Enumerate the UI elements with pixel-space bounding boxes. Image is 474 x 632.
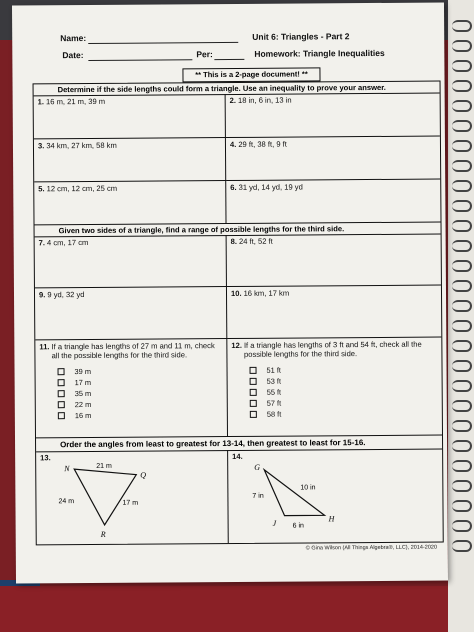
copyright-footer: © Gina Wilson (All Things Algebra®, LLC), 2014-2020 (305, 544, 438, 552)
triangle-nqr-diagram (56, 460, 167, 541)
triangle-gjh-diagram (248, 459, 359, 540)
problem-12: 12. If a triangle has lengths of 3 ft and 54 ft, check all the possible lengths for the third side. 51 ft 53 ft 55 ft 57 ft 58 ft (227, 338, 442, 437)
option-checkbox[interactable]: 53 ft (250, 375, 438, 387)
problem-5: 5. 12 cm, 12 cm, 25 cm (34, 181, 226, 225)
side-gj-label: 7 in (252, 492, 264, 500)
side-nr-label: 24 m (58, 498, 75, 506)
per-label: Per: (196, 49, 213, 60)
option-checkbox[interactable]: 55 ft (250, 386, 438, 398)
problem-7: 7. 4 cm, 17 cm (35, 235, 227, 288)
checkbox-icon (250, 400, 257, 407)
name-line (88, 42, 238, 44)
option-checkbox[interactable]: 57 ft (250, 397, 438, 409)
homework-title: Homework: Triangle Inequalities (254, 47, 385, 59)
spiral-binding (448, 0, 474, 632)
checkbox-icon (58, 379, 65, 386)
vertex-g: G (254, 462, 261, 472)
problem-8: 8. 24 ft, 52 ft (227, 234, 441, 287)
option-checkbox[interactable]: 16 m (58, 409, 223, 421)
side-jh-label: 6 in (292, 522, 304, 530)
date-line (88, 59, 192, 61)
unit-title: Unit 6: Triangles - Part 2 (252, 31, 350, 42)
problem-2: 2. 18 in, 6 in, 13 in (226, 93, 440, 138)
option-checkbox[interactable]: 35 m (58, 387, 223, 399)
problem-10: 10. 16 km, 17 km (227, 286, 441, 339)
option-checkbox[interactable]: 39 m (58, 365, 223, 377)
name-label: Name: (60, 32, 87, 44)
vertex-h: H (328, 514, 335, 524)
vertex-j: J (272, 518, 277, 528)
checkbox-icon (250, 367, 257, 374)
option-checkbox[interactable]: 17 m (58, 376, 223, 388)
worksheet-page (12, 2, 448, 583)
checkbox-icon (58, 401, 65, 408)
problem-4: 4. 29 ft, 38 ft, 9 ft (226, 137, 440, 181)
problem-9: 9. 9 yd, 32 yd (35, 287, 227, 340)
date-label: Date: (62, 50, 84, 61)
per-line (214, 59, 244, 60)
checkbox-icon (250, 411, 257, 418)
option-checkbox[interactable]: 22 m (58, 398, 223, 410)
vertex-q: Q (140, 470, 147, 480)
section2-instruction: Given two sides of a triangle, find a range of possible lengths for the third side. (35, 223, 441, 238)
option-checkbox[interactable]: 51 ft (250, 364, 438, 376)
vertex-r: R (100, 529, 106, 539)
problem-grid (33, 81, 444, 546)
section4-instruction: Order the angles from least to greatest for 13-14, then greatest to least for 15-16. (36, 436, 442, 453)
checkbox-icon (58, 412, 65, 419)
problem-14: 14. G J H 10 in 7 in 6 in (228, 449, 443, 543)
side-gh-label: 10 in (300, 484, 316, 492)
checkbox-icon (250, 378, 257, 385)
checkbox-icon (58, 368, 65, 375)
section1-instruction: Determine if the side lengths could form a triangle. Use an inequality to prove your answer. (34, 82, 440, 97)
problem-13: 13. N Q R 21 m 24 m 17 m (36, 450, 229, 544)
side-nq-label: 21 m (96, 462, 112, 470)
problem-6: 6. 31 yd, 14 yd, 19 yd (226, 180, 440, 224)
option-checkbox[interactable]: 58 ft (250, 408, 438, 420)
vertex-n: N (64, 464, 70, 474)
checkbox-icon (250, 389, 257, 396)
problem-3: 3. 34 km, 27 km, 58 km (34, 138, 226, 182)
background-carpet (0, 586, 474, 632)
checkbox-icon (58, 390, 65, 397)
two-page-note: ** This is a 2-page document! ** (182, 67, 320, 82)
problem-1: 1. 16 m, 21 m, 39 m (34, 94, 226, 139)
side-qr-label: 17 m (122, 499, 139, 507)
problem-11: 11. If a triangle has lengths of 27 m and 11 m, check all the possible lengths for the third side. 39 m 17 m 35 m 22 m 16 m (35, 339, 228, 438)
